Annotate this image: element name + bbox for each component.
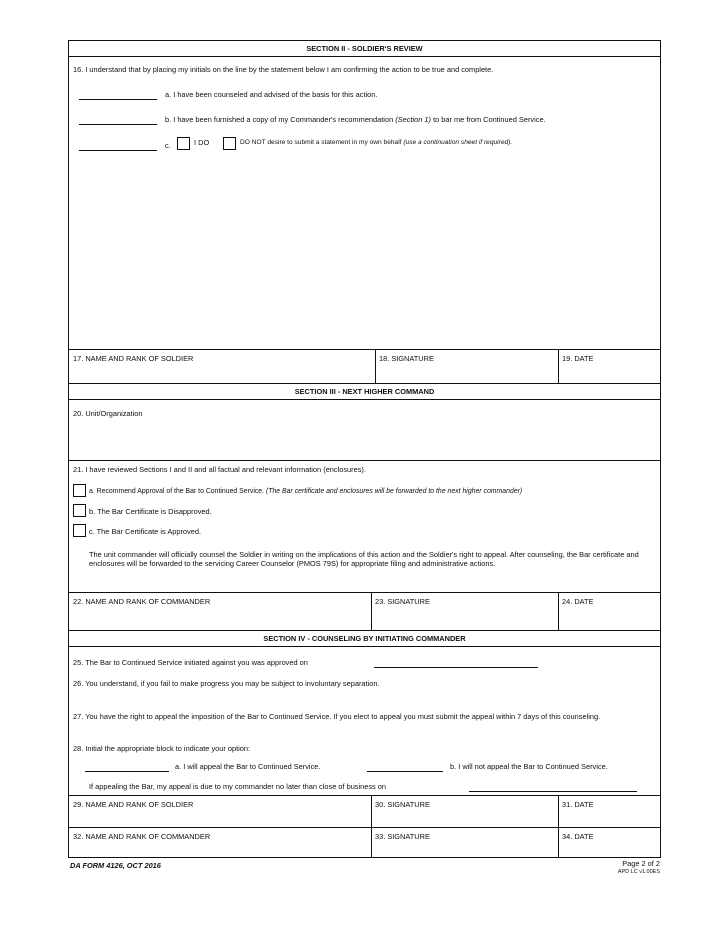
field-17-label: 17. NAME AND RANK OF SOLDIER [73,354,194,363]
section-3-header [69,383,660,400]
item-16-text: 16. I understand that by placing my initials on the line by the statement below I am confirming the action to be true and complete. [73,65,494,74]
item-21a-main: a. Recommend Approval of the Bar to Continued Service. [89,488,265,495]
divider [69,827,660,828]
initials-line-c[interactable] [79,150,157,151]
section-2-title: SECTION II - SOLDIER'S REVIEW [306,44,423,53]
approved-checkbox[interactable] [73,524,86,537]
item-26-text: 26. You understand, if you fail to make progress you may be subject to involuntary separation. [73,679,380,688]
divider [69,592,660,593]
section-3-title: SECTION III - NEXT HIGHER COMMAND [294,387,435,396]
item-25-text: 25. The Bar to Continued Service initiated against you was approved on [73,658,308,667]
appeal-due-date-line[interactable] [469,791,637,792]
item-21a-italic: (The Bar certificate and enclosures will be forwarded to the next higher commander) [265,488,523,495]
field-30-label: 30. SIGNATURE [375,800,430,809]
field-29-label: 29. NAME AND RANK OF SOLDIER [73,800,194,809]
item-21c-text: c. The Bar Certificate is Approved. [89,527,202,536]
item-21b-text: b. The Bar Certificate is Disapproved. [89,507,212,516]
item-16b-italic: (Section 1) [395,115,431,124]
divider [69,460,660,461]
i-do-checkbox[interactable] [177,137,190,150]
field-22-label: 22. NAME AND RANK OF COMMANDER [73,597,211,606]
field-23-label: 23. SIGNATURE [375,597,430,606]
appeal-due-text: If appealing the Bar, my appeal is due to my commander no later than close of business on [89,782,387,791]
section-2-header [69,41,660,57]
recommend-approval-checkbox[interactable] [73,484,86,497]
item-27-text: 27. You have the right to appeal the imposition of the Bar to Continued Service. If you elect to appeal you must submit the appeal within 7 days of this counseling. [73,712,601,721]
option-b-text: b. I will not appeal the Bar to Continued Service. [450,762,608,771]
initials-line-no-appeal[interactable] [367,771,443,772]
divider [69,349,660,350]
page-info [618,860,660,876]
section-4-header [69,630,660,647]
item-28-text: 28. Initial the appropriate block to indicate your option: [73,744,251,753]
divider [371,795,372,857]
section-4-title: SECTION IV - COUNSELING BY INITIATING COMMANDER [263,634,466,643]
divider [69,795,660,796]
divider [558,592,559,630]
field-34-label: 34. DATE [562,832,594,841]
da-form-4126-page2 [68,40,661,858]
item-21a-text [89,487,522,496]
initials-line-appeal[interactable] [85,771,169,772]
approval-date-line[interactable] [374,667,538,668]
divider [558,795,559,857]
initials-line-a[interactable] [79,99,157,100]
item-16c-italic: (use a continuation sheet if required). [403,139,513,146]
do-not-checkbox[interactable] [223,137,236,150]
form-number: DA FORM 4126, OCT 2016 [70,861,161,870]
divider [375,349,376,383]
field-24-label: 24. DATE [562,597,594,606]
initials-line-b[interactable] [79,124,157,125]
item-16b-tail: to bar me from Continued Service. [433,115,546,124]
field-31-label: 31. DATE [562,800,594,809]
item-16c-main: DO NOT desire to submit a statement in my own behalf [240,139,402,146]
field-19-label: 19. DATE [562,354,594,363]
i-do-label: I DO [194,138,210,147]
item-16a-text: a. I have been counseled and advised of the basis for this action. [165,90,378,99]
item-21-text: 21. I have reviewed Sections I and II and all factual and relevant information (enclosures). [73,465,366,474]
counseling-note: The unit commander will officially counsel the Soldier in writing on the implications of this action and the Soldier's right to appeal. After counseling, the Bar certificate and enclosures will be forwarded to the servicing Career Counselor (PMOS 79S) for appropriate filing and administrative actions. [89,550,639,568]
divider [558,349,559,383]
item-16c-text [240,138,512,147]
page-number: Page 2 of 2 [622,859,660,868]
form-version: APD LC v1.00ES [617,869,660,875]
field-20-label: 20. Unit/Organization [73,409,143,418]
item-16b-text [165,115,546,124]
field-18-label: 18. SIGNATURE [379,354,434,363]
field-33-label: 33. SIGNATURE [375,832,430,841]
divider [371,592,372,630]
item-16b-main: b. I have been furnished a copy of my Commander's recommendation [165,115,394,124]
item-16c-prefix: c. [165,141,171,150]
field-32-label: 32. NAME AND RANK OF COMMANDER [73,832,211,841]
option-a-text: a. I will appeal the Bar to Continued Service. [175,762,321,771]
disapproved-checkbox[interactable] [73,504,86,517]
